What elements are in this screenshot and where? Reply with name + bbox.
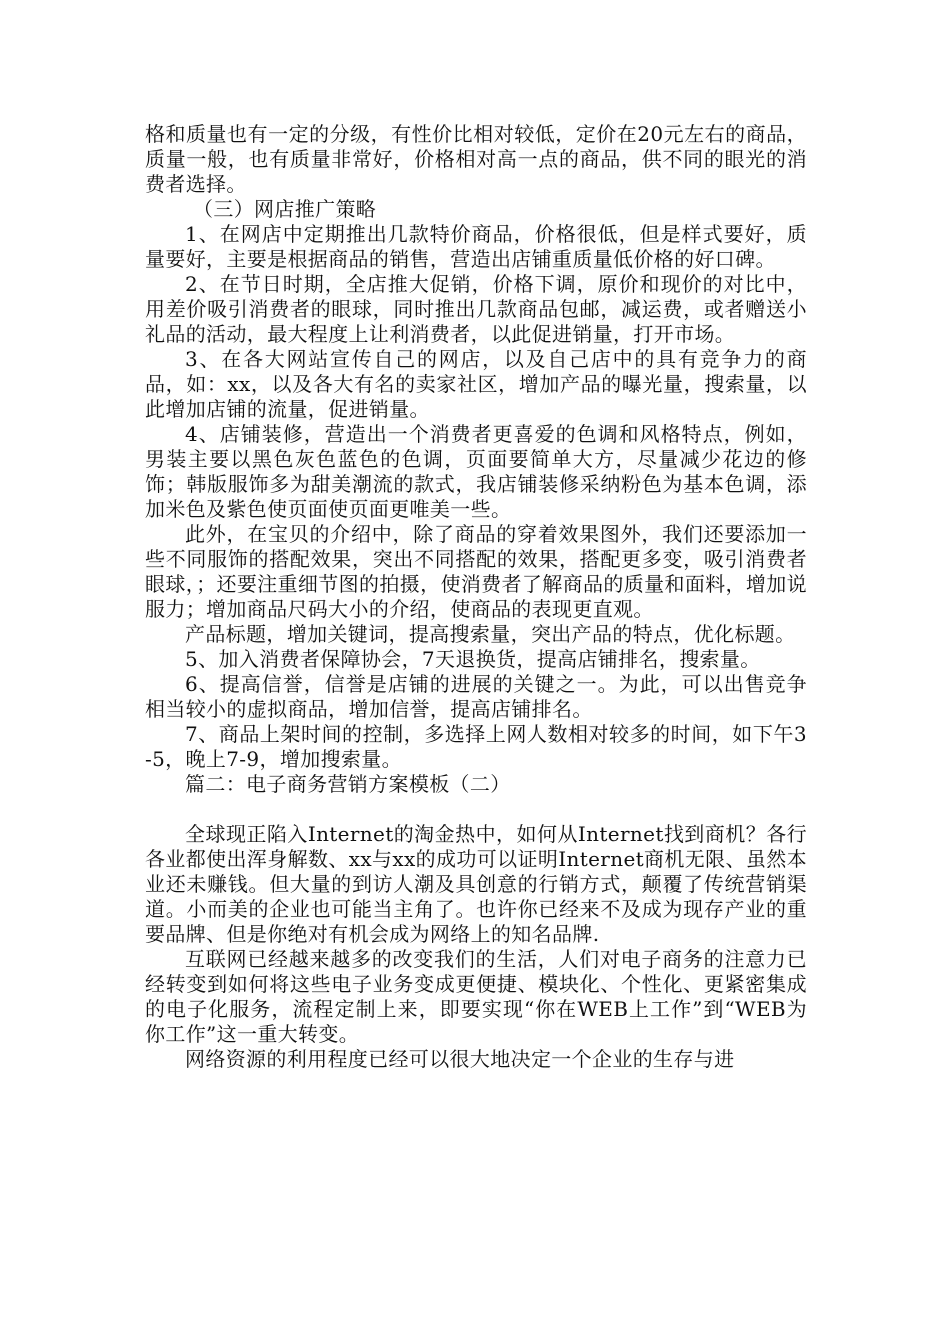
paragraph-item-5: 5、加入消费者保障协会，7天退换货，提高店铺排名，搜索量。	[185, 647, 761, 671]
paragraph-item-7: 7、商品上架时间的控制，多选择上网人数相对较多的时间，如下午3-5，晚上7-9，增加搜索量。	[145, 722, 807, 771]
paragraph-item-3: 3、在各大网站宣传自己的网店，以及自己店中的具有竞争力的商品，如：xx，以及各大有名的卖家社区，增加产品的曝光量，搜索量，以此增加店铺的流量，促进销量。	[145, 347, 807, 421]
paragraph-product-introduction: 此外，在宝贝的介绍中，除了商品的穿着效果图外，我们还要添加一些不同服饰的搭配效果，突出不同搭配的效果，搭配更多变，吸引消费者眼球，；还要注重细节图的拍摄，使消费者了解商品的质量和面料，增加说服力；增加商品尺码大小的介绍，使商品的表现更直观。	[145, 522, 807, 621]
paragraph-network-resources: 网络资源的利用程度已经可以很大地决定一个企业的生存与进	[185, 1047, 735, 1071]
paragraph-pricing-continued: 格和质量也有一定的分级，有性价比相对较低，定价在20元左右的商品，质量一般，也有质量非常好，价格相对高一点的商品，供不同的眼光的消费者选择。	[145, 122, 807, 196]
paragraph-item-1: 1、在网店中定期推出几款特价商品，价格很低，但是样式要好，质量要好，主要是根据商品的销售，营造出店铺重质量低价格的好口碑。	[145, 222, 807, 271]
paragraph-product-title: 产品标题，增加关键词，提高搜索量，突出产品的特点，优化标题。	[185, 622, 796, 646]
section-heading-promotion-strategy: （三）网店推广策略	[193, 197, 377, 221]
section-heading-part-two: 篇二：电子商务营销方案模板（二）	[185, 772, 511, 796]
paragraph-internet-gold-rush: 全球现正陷入Internet的淘金热中，如何从Internet找到商机？各行各业都使出浑身解数、xx与xx的成功可以证明Internet商机无限、虽然本业还未赚钱。但大量的到访人潮及具创意的行销方式，颠覆了传统营销渠道。小而美的企业也可能当主角了。也许你已经来不及成为现存产业的重要品牌、但是你绝对有机会成为网络上的知名品牌.	[145, 822, 807, 946]
paragraph-item-2: 2、在节日时期，全店推大促销，价格下调，原价和现价的对比中，用差价吸引消费者的眼球，同时推出几款商品包邮，减运费，或者赠送小礼品的活动，最大程度上让利消费者，以此促进销量，打开市场。	[145, 272, 807, 346]
paragraph-item-6: 6、提高信誉，信誉是店铺的进展的关键之一。为此，可以出售竞争相当较小的虚拟商品，增加信誉，提高店铺排名。	[145, 672, 807, 721]
blank-line	[145, 797, 807, 822]
paragraph-item-4: 4、店铺装修，营造出一个消费者更喜爱的色调和风格特点，例如，男装主要以黑色灰色蓝色的色调，页面要简单大方，尽量减少花边的修饰；韩版服饰多为甜美潮流的款式，我店铺装修采纳粉色为基本色调，添加米色及紫色使页面使页面更唯美一些。	[145, 422, 807, 521]
paragraph-internet-changes-life: 互联网已经越来越多的改变我们的生活，人们对电子商务的注意力已经转变到如何将这些电子业务变成更便捷、模块化、个性化、更紧密集成的电子化服务，流程定制上来，即要实现“你在WEB上工作”到“WEB为你工作”这一重大转变。	[145, 947, 807, 1046]
document-body	[145, 122, 807, 1072]
